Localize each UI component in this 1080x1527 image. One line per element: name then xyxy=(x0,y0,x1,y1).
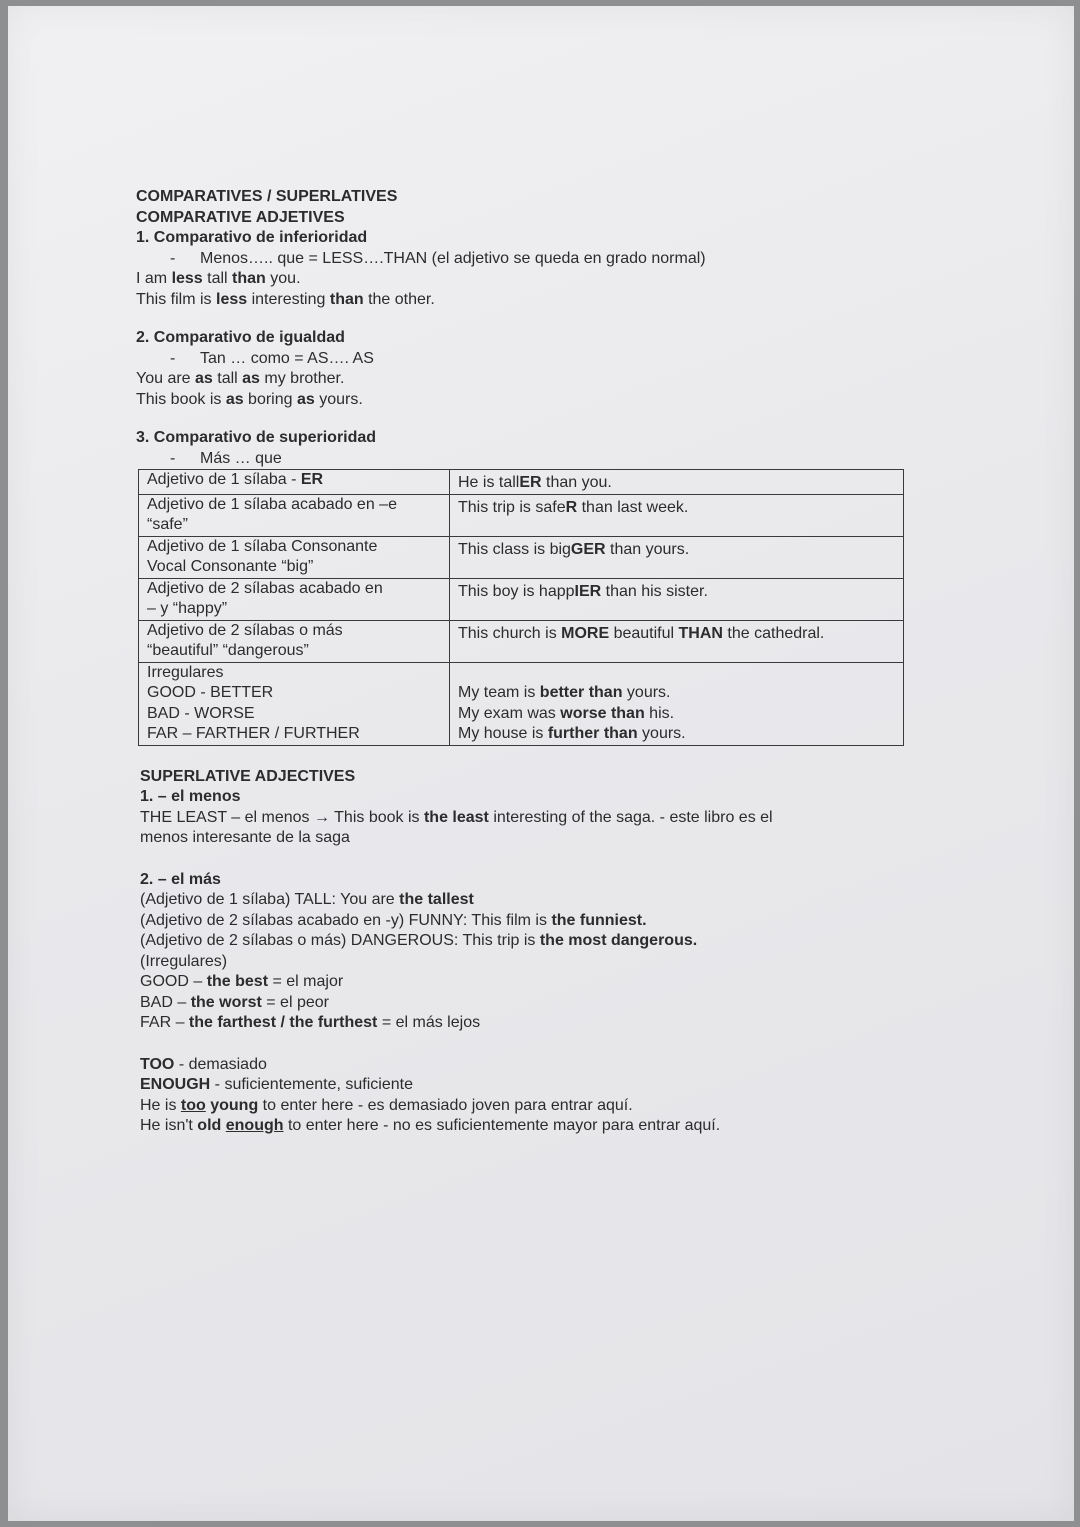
equality-heading: 2. Comparativo de igualdad xyxy=(136,329,345,346)
example-cell: He is tallER than you. xyxy=(450,470,904,495)
inferiority-example-1: I am less tall than you. xyxy=(136,270,301,287)
comparative-title: COMPARATIVE ADJETIVES xyxy=(136,208,345,226)
too-example: He is too young to enter here - es demasiado joven para entrar aquí. xyxy=(140,1096,633,1114)
equality-example-1: You are as tall as my brother. xyxy=(136,370,345,387)
rule-cell: Adjetivo de 1 sílaba Consonante Vocal Consonante “big” xyxy=(139,536,450,578)
rule-cell: Irregulares GOOD - BETTER BAD - WORSE FAR – FARTHER / FURTHER xyxy=(139,662,450,745)
table-row xyxy=(139,536,904,578)
main-title: COMPARATIVES / SUPERLATIVES xyxy=(136,188,398,205)
most-heading: 2. – el más xyxy=(140,870,221,888)
irregular-line: BAD – the worst = el peor xyxy=(140,993,329,1011)
superlative-title: SUPERLATIVE ADJECTIVES xyxy=(140,767,356,785)
least-heading: 1. – el menos xyxy=(140,788,241,805)
table-row xyxy=(139,494,904,536)
rule-cell: Adjetivo de 2 sílabas o más “beautiful” “dangerous” xyxy=(139,620,450,662)
rule-cell: Adjetivo de 2 sílabas acabado en – y “happy” xyxy=(139,578,450,620)
most-line: (Adjetivo de 2 sílabas acabado en -y) FUNNY: This film is the funniest. xyxy=(140,911,647,929)
enough-example: He isn't old enough to enter here - no es suficientemente mayor para entrar aquí. xyxy=(140,1117,721,1134)
example-cell: This boy is happIER than his sister. xyxy=(450,578,904,620)
superiority-heading: 3. Comparativo de superioridad xyxy=(136,429,377,446)
least-line-1: THE LEAST – el menos → This book is the least interesting of the saga. - este libro es el xyxy=(140,808,773,826)
least-line-2: menos interesante de la saga xyxy=(140,829,350,846)
superiority-rule: - Más … que xyxy=(170,449,282,467)
example-cell: This trip is safeR than last week. xyxy=(450,494,904,536)
example-cell: This class is bigGER than yours. xyxy=(450,536,904,578)
most-line: (Adjetivo de 1 sílaba) TALL: You are the tallest xyxy=(140,891,474,908)
inferiority-example-2: This film is less interesting than the other. xyxy=(136,290,435,308)
table-row xyxy=(139,578,904,620)
irregular-label: (Irregulares) xyxy=(140,952,228,970)
too-definition: TOO - demasiado xyxy=(140,1055,267,1073)
table-row xyxy=(139,620,904,662)
example-cell: My team is better than yours. My exam was worse than his. My house is further than yours. xyxy=(450,662,904,745)
rule-cell: Adjetivo de 1 sílaba acabado en –e “safe” xyxy=(139,494,450,536)
document-content xyxy=(136,187,916,1137)
comparative-table xyxy=(138,469,904,746)
equality-example-2: This book is as boring as yours. xyxy=(136,390,363,408)
equality-rule: - Tan … como = AS…. AS xyxy=(170,349,374,367)
inferiority-heading: 1. Comparativo de inferioridad xyxy=(136,229,368,246)
table-row xyxy=(139,470,904,495)
example-cell: This church is MORE beautiful THAN the cathedral. xyxy=(450,620,904,662)
paper-sheet xyxy=(8,6,1074,1521)
table-row xyxy=(139,662,904,745)
inferiority-rule: - Menos….. que = LESS….THAN (el adjetivo se queda en grado normal) xyxy=(170,249,706,267)
irregular-line: GOOD – the best = el major xyxy=(140,973,344,990)
most-line: (Adjetivo de 2 sílabas o más) DANGEROUS: This trip is the most dangerous. xyxy=(140,932,698,949)
enough-definition: ENOUGH - suficientemente, suficiente xyxy=(140,1076,413,1093)
irregular-line: FAR – the farthest / the furthest = el más lejos xyxy=(140,1014,481,1031)
rule-cell: Adjetivo de 1 sílaba - ER xyxy=(139,470,450,495)
